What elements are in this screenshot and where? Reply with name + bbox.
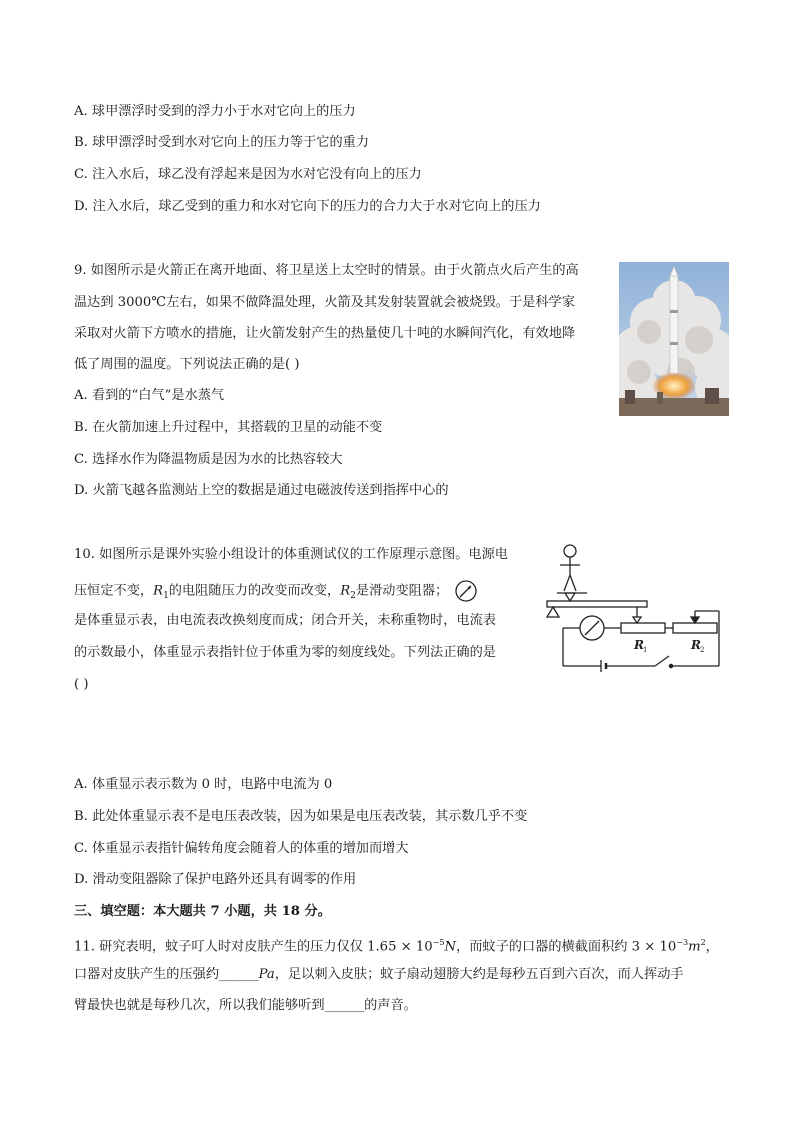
q8-option-a: A. 球甲漂浮时受到的浮力小于水对它向上的压力 <box>74 104 356 119</box>
q9-option-c: C. 选择水作为降温物质是因为水的比热容较大 <box>74 452 343 467</box>
q10-option-b: B. 此处体重显示表不是电压表改装，因为如果是电压表改装，其示数几乎不变 <box>74 809 528 824</box>
q10-option-d: D. 滑动变阻器除了保护电路外还具有调零的作用 <box>74 872 357 887</box>
ammeter-gauge-icon <box>454 579 478 603</box>
section-3-heading: 三、填空题：本大题共 7 小题，共 18 分。 <box>74 904 331 919</box>
fig-r2-subscript: 2 <box>700 646 705 654</box>
weight-scale-circuit-diagram <box>543 541 723 681</box>
q11-line-1: 11. 研究表明，蚊子叮人时对皮肤产生的压力仅仅 $1.65 \times 10^{-5}N$，而蚊子的口器的横截面积约 $3 \times 10^{-3}m^2$， <box>74 938 719 955</box>
q10-stem-line-1: 10. 如图所示是课外实验小组设计的体重测试仪的工作原理示意图。电源电 <box>74 547 508 562</box>
q9-option-d: D. 火箭飞越各监测站上空的数据是通过电磁波传送到指挥中心的 <box>74 483 449 498</box>
q9-stem-line-4: 低了周围的温度。下列说法正确的是( ) <box>74 357 300 372</box>
fig-r1-subscript: 1 <box>643 646 648 654</box>
rocket-launch-photo <box>619 262 729 416</box>
q10-stem-line-5: ( ) <box>74 677 89 692</box>
q9-option-a: A. 看到的“白气”是水蒸气 <box>74 388 225 403</box>
q10-stem-line-2: 压恒定不变，$R_1$的电阻随压力的改变而改变，$R_2$是滑动变阻器； <box>74 579 478 605</box>
q10-stem-line-3: 是体重显示表，由电流表改换刻度而成；闭合开关，未称重物时，电流表 <box>74 613 496 628</box>
q8-option-b: B. 球甲漂浮时受到水对它向上的压力等于它的重力 <box>74 135 370 150</box>
fig-r1-label: R <box>634 638 644 652</box>
q10-stem-line-4: 的示数最小，体重显示表指针位于体重为零的刻度线处。下列法正确的是 <box>74 645 496 660</box>
q8-option-c: C. 注入水后，球乙没有浮起来是因为水对它没有向上的压力 <box>74 167 422 182</box>
q8-option-d: D. 注入水后，球乙受到的重力和水对它向下的压力的合力大于水对它向上的压力 <box>74 199 541 214</box>
q10-option-c: C. 体重显示表指针偏转角度会随着人的体重的增加而增大 <box>74 841 409 856</box>
q10-option-a: A. 体重显示表示数为 0 时，电路中电流为 0 <box>74 777 333 792</box>
fig-r2-label: R <box>691 638 701 652</box>
q9-stem-line-3: 采取对火箭下方喷水的措施，让火箭发射产生的热量使几十吨的水瞬间汽化，有效地降 <box>74 326 576 341</box>
q9-stem-line-1: 9. 如图所示是火箭正在离开地面、将卫星送上太空时的情景。由于火箭点火后产生的高 <box>74 263 579 278</box>
q9-option-b: B. 在火箭加速上升过程中，其搭载的卫星的动能不变 <box>74 420 383 435</box>
q11-line-2: 口器对皮肤产生的压强约______Pa，足以刺入皮肤；蚊子扇动翅膀大约是每秒五百到六百次，而人挥动手 <box>74 967 684 982</box>
q11-line-3: 臂最快也就是每秒几次，所以我们能够听到______的声音。 <box>74 998 417 1013</box>
q9-stem-line-2: 温达到 3000℃左右，如果不做降温处理，火箭及其发射装置就会被烧毁。于是科学家 <box>74 295 575 310</box>
